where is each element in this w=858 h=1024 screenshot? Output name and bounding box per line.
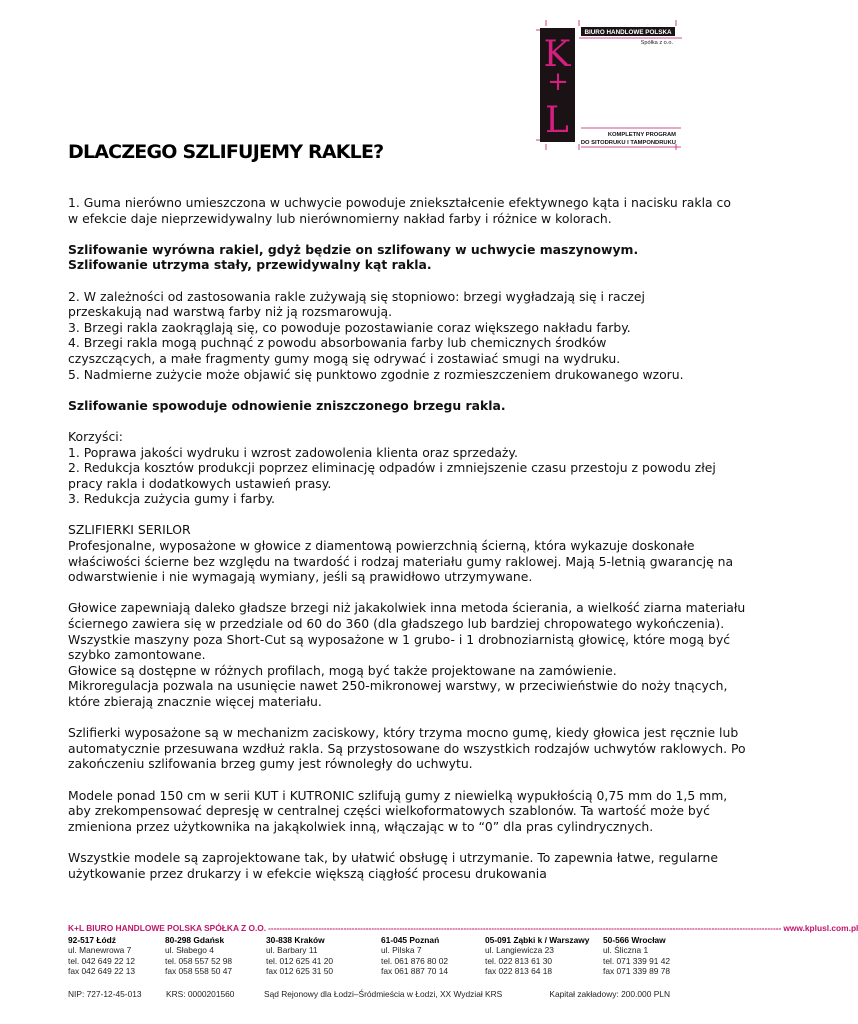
svg-text:L: L bbox=[545, 100, 569, 141]
office-city: 30-838 Kraków bbox=[266, 935, 325, 945]
page-title: DLACZEGO SZLIFUJEMY RAKLE? bbox=[68, 141, 384, 163]
paragraph bbox=[68, 849, 719, 881]
office-city: 92-517 Łódź bbox=[68, 935, 116, 945]
text-line: czyszczących, a małe fragmenty gumy mogą się odrywać i zostawiać smugi na wydruku. bbox=[68, 350, 621, 366]
text-line: 3. Redukcja zużycia gumy i farby. bbox=[68, 491, 275, 507]
footer-offices bbox=[68, 935, 678, 980]
paragraph bbox=[68, 787, 728, 835]
text-line: Głowice zapewniają daleko gładsze brzegi niż jakakolwiek inna metoda ścierania, a wielkość ziarna materiału bbox=[68, 600, 746, 616]
paragraph bbox=[68, 195, 731, 226]
text-line: Wszystkie modele są zaprojektowane tak, by ułatwić obsługę i utrzymanie. To zapewnia łatwe, regularne bbox=[68, 849, 719, 865]
office-street: ul. Langiewicza 23 bbox=[485, 945, 554, 956]
office-city: 61-045 Poznań bbox=[381, 935, 440, 945]
text-line: które zbierają znacznie więcej materiału. bbox=[68, 694, 322, 709]
office-street: ul. Barbary 11 bbox=[266, 945, 318, 956]
text-line: Wszystkie maszyny poza Short-Cut są wyposażone w 1 grubo- i 1 drobnoziarnistą głowicę, które mogą być bbox=[68, 631, 731, 647]
office-tel: tel. 061 876 80 02 bbox=[381, 955, 449, 966]
text-line: automatycznie przesuwana wzdłuż rakla. Są przystosowane do wszystkich rodzajów uchwytów raklowych. Po bbox=[68, 740, 746, 756]
footer-dash-divider: ---------------------------------------------------------------------------------------------------------------------------------------------------------------------------------------- bbox=[268, 923, 782, 933]
footer-website-link[interactable]: www.kplusl.com.pl bbox=[783, 923, 858, 933]
logo-tagline-2: DO SITODRUKU I TAMPONDRUKU bbox=[580, 140, 676, 146]
text-line: ściernego zawiera się w przedziale od 60 do 360 (dla gładszego lub bardziej chropowatego wykończenia). bbox=[68, 616, 725, 632]
footer-nip: NIP: 727-12-45-013 bbox=[68, 989, 142, 999]
text-line: Modele ponad 150 cm w serii KUT i KUTRONIC szlifują gumy z niewielką wypukłością 0,75 mm do 1,5 mm, bbox=[68, 787, 728, 803]
svg-text:K: K bbox=[543, 34, 571, 75]
emphasis-paragraph bbox=[68, 242, 678, 273]
footer-company-name: K+L BIURO HANDLOWE POLSKA SPÓŁKA Z O.O. bbox=[68, 923, 267, 933]
text-line: przeskakują nad warstwą farby niż ją rozsmarowują. bbox=[68, 304, 393, 320]
text-line: szybko zamontowane. bbox=[68, 647, 206, 663]
office-street: ul. Śliczna 1 bbox=[603, 945, 649, 956]
footer-capital: Kapitał zakładowy: 200.000 PLN bbox=[549, 989, 670, 999]
office-city: 80-298 Gdańsk bbox=[165, 935, 225, 945]
document-body bbox=[68, 195, 746, 897]
footer-office bbox=[381, 935, 448, 977]
text-line: Szlifierki wyposażone są w mechanizm zaciskowy, który trzyma mocno gumę, kiedy głowica jest ręcznie lub bbox=[68, 725, 739, 741]
footer-legal bbox=[68, 989, 670, 1001]
paragraph bbox=[68, 600, 746, 709]
office-tel: tel. 042 649 22 12 bbox=[68, 955, 136, 966]
text-line: 1. Poprawa jakości wydruku i wzrost zadowolenia klienta oraz sprzedaży. bbox=[68, 444, 518, 460]
company-logo bbox=[536, 20, 682, 150]
text-line: zmieniona przez użytkownika na jakąkolwiek inną, włączając w to “0” dla pras cylindrycznych. bbox=[68, 818, 654, 834]
office-city: 50-566 Wrocław bbox=[603, 935, 666, 945]
office-fax: fax 071 339 89 78 bbox=[603, 966, 671, 977]
text-line: zakończeniu szlifowania brzeg gumy jest równoległy do uchwytu. bbox=[68, 756, 473, 772]
text-line: użytkowanie przez drukarzy i w efekcie większą ciągłość procesu drukowania bbox=[68, 865, 547, 881]
text-line: 2. Redukcja kosztów produkcji poprzez eliminację odpadów i zmniejszenie czasu przestoju z powodu złej bbox=[68, 460, 716, 476]
paragraph bbox=[68, 288, 684, 383]
footer-court: Sąd Rejonowy dla Łodzi–Śródmieścia w Łodzi, XX Wydział KRS bbox=[264, 989, 503, 999]
text-line: 2. W zależności od zastosowania rakle zużywają się stopniowo: brzegi wygładzają się i raczej bbox=[68, 288, 645, 304]
kl-logo-icon bbox=[536, 20, 682, 150]
svg-text:+: + bbox=[547, 67, 569, 97]
office-street: ul. Manewrowa 7 bbox=[68, 945, 132, 956]
text-line: Głowice są dostępne w różnych profilach, mogą być także projektowane na zamówienie. bbox=[68, 662, 617, 678]
office-fax: fax 012 625 31 50 bbox=[266, 966, 334, 977]
text-line: 3. Brzegi rakla zaokrąglają się, co powoduje pozostawianie coraz większego nakładu farby. bbox=[68, 319, 631, 335]
logo-company-text: BIURO HANDLOWE POLSKA bbox=[584, 29, 672, 36]
text-line: 4. Brzegi rakla mogą puchnąć z powodu absorbowania farby lub chemicznych środków bbox=[68, 335, 607, 351]
paragraph bbox=[68, 522, 734, 585]
text-line: aby zrekompensować depresję w centralnej części wielkoformatowych szablonów. Ta wartość może być bbox=[68, 803, 710, 819]
office-tel: tel. 071 339 91 42 bbox=[603, 955, 671, 966]
office-fax: fax 022 813 64 18 bbox=[485, 966, 553, 977]
text-line: 5. Nadmierne zużycie może objawić się punktowo zgodnie z rozmieszczeniem drukowanego wzoru. bbox=[68, 366, 684, 382]
office-tel: tel. 058 557 52 98 bbox=[165, 955, 233, 966]
text-line: Szlifowanie wyrówna rakiel, gdyż będzie on szlifowany w uchwycie maszynowym. bbox=[68, 241, 639, 257]
office-fax: fax 061 887 70 14 bbox=[381, 966, 449, 977]
text-line: pracy rakla i dodatkowych ustawień prasy. bbox=[68, 475, 332, 491]
office-street: ul. Pilska 7 bbox=[381, 945, 422, 956]
office-fax: fax 058 558 50 47 bbox=[165, 966, 233, 977]
text-line: odwarstwienie i nie wymagają wymiany, jeśli są prawidłowo utrzymywane. bbox=[68, 569, 533, 585]
footer-office bbox=[485, 935, 589, 977]
footer-office bbox=[68, 935, 135, 977]
text-line: SZLIFIERKI SERILOR bbox=[68, 522, 191, 538]
office-fax: fax 042 649 22 13 bbox=[68, 966, 136, 977]
footer-krs: KRS: 0000201560 bbox=[166, 989, 235, 999]
text-line: właściwości ścierne bez względu na twardość i rodzaj materiału gumy raklowej. Mają 5-letnią gwarancję na bbox=[68, 553, 734, 569]
text-line: 1. Guma nierówno umieszczona w uchwycie powoduje zniekształcenie efektywnego kąta i nacisku rakla co bbox=[68, 195, 731, 210]
text-line: Szlifowanie utrzyma stały, przewidywalny kąt rakla. bbox=[68, 257, 432, 273]
logo-tagline-1: KOMPLETNY PROGRAM bbox=[607, 132, 676, 138]
office-city: 05-091 Ząbki k / Warszawy bbox=[485, 935, 590, 945]
office-street: ul. Słabego 4 bbox=[165, 945, 214, 956]
office-tel: tel. 022 813 61 30 bbox=[485, 955, 553, 966]
paragraph bbox=[68, 725, 746, 772]
footer-office bbox=[603, 935, 670, 977]
footer-office bbox=[165, 935, 232, 977]
office-tel: tel. 012 625 41 20 bbox=[266, 955, 334, 966]
text-line: w efekcie daje nieprzewidywalny lub nierównomierny nakład farby i różnice w kolorach. bbox=[68, 210, 612, 226]
text-line: Szlifowanie spowoduje odnowienie zniszczonego brzegu rakla. bbox=[68, 397, 506, 413]
emphasis-paragraph bbox=[68, 398, 678, 414]
footer-company-bar bbox=[68, 922, 858, 934]
footer-office bbox=[266, 935, 333, 977]
text-line: Korzyści: bbox=[68, 428, 123, 444]
text-line: Mikroregulacja pozwala na usunięcie nawet 250-mikronowej warstwy, w przeciwieństwie do noży tnących, bbox=[68, 678, 728, 694]
logo-company-sub: Spółka z o.o. bbox=[640, 40, 673, 46]
text-line: Profesjonalne, wyposażone w głowice z diamentową powierzchnią ścierną, która wykazuje doskonałe bbox=[68, 538, 695, 554]
paragraph bbox=[68, 428, 716, 507]
